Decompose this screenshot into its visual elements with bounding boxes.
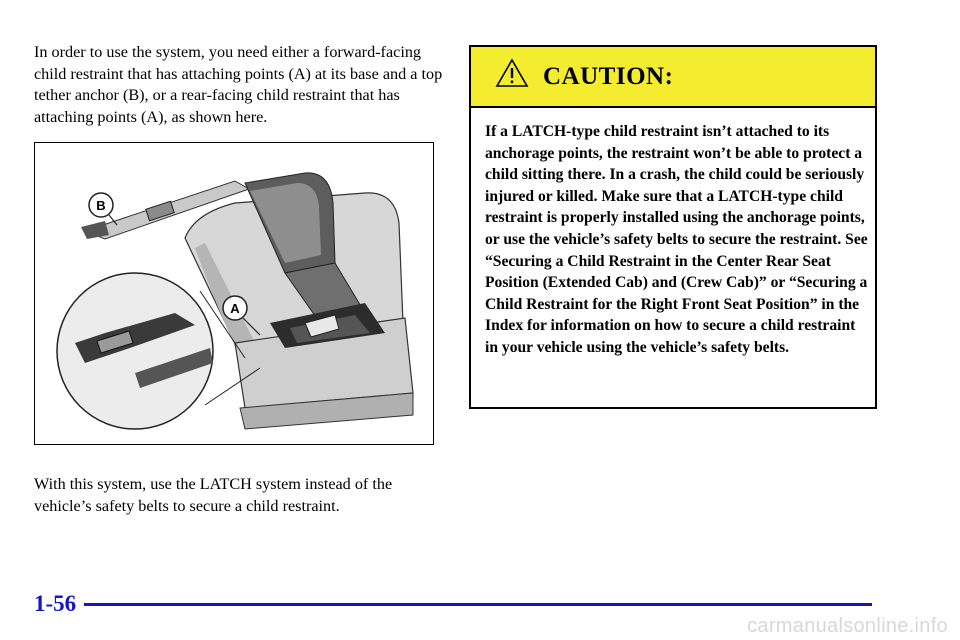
caution-box	[469, 45, 877, 409]
intro-paragraph: In order to use the system, you need either a forward‐facing child restraint that has attaching points (A) at its base and a top tether anchor (B), or a rear‐facing child restraint that has attaching points (A), as shown here.	[34, 43, 443, 126]
footer-rule	[84, 603, 872, 606]
latch-illustration	[34, 142, 434, 445]
caution-title: CAUTION:	[543, 63, 674, 90]
callout-b-label: B	[96, 198, 106, 213]
outro-paragraph: With this system, use the LATCH system instead of the vehicle’s safety belts to secure a child restraint.	[34, 475, 393, 515]
caution-header	[471, 47, 875, 108]
watermark: carmanualsonline.info	[747, 615, 948, 637]
caution-text: If a LATCH‐type child restraint isn’t attached to its anchorage points, the restraint won’t be able to protect a child sitting there. In a crash, the child could be seriously injured or killed. Make sure that a LATCH‐type child restraint is properly installed using the anchorage points, or use the vehicle’s safety belts to secure the restraint. See “Securing a Child Restraint in the Center Rear Seat Position (Extended Cab) and (Crew Cab)” or “Securing a Child Restraint for the Right Front Seat Position” in the Index for information on how to secure a child restraint in your vehicle using the vehicle’s safety belts.	[485, 123, 868, 356]
page-number: 1-56	[34, 591, 77, 616]
warning-triangle-icon	[495, 58, 529, 93]
latch-diagram-svg	[35, 143, 432, 443]
callout-a-label: A	[230, 301, 240, 316]
